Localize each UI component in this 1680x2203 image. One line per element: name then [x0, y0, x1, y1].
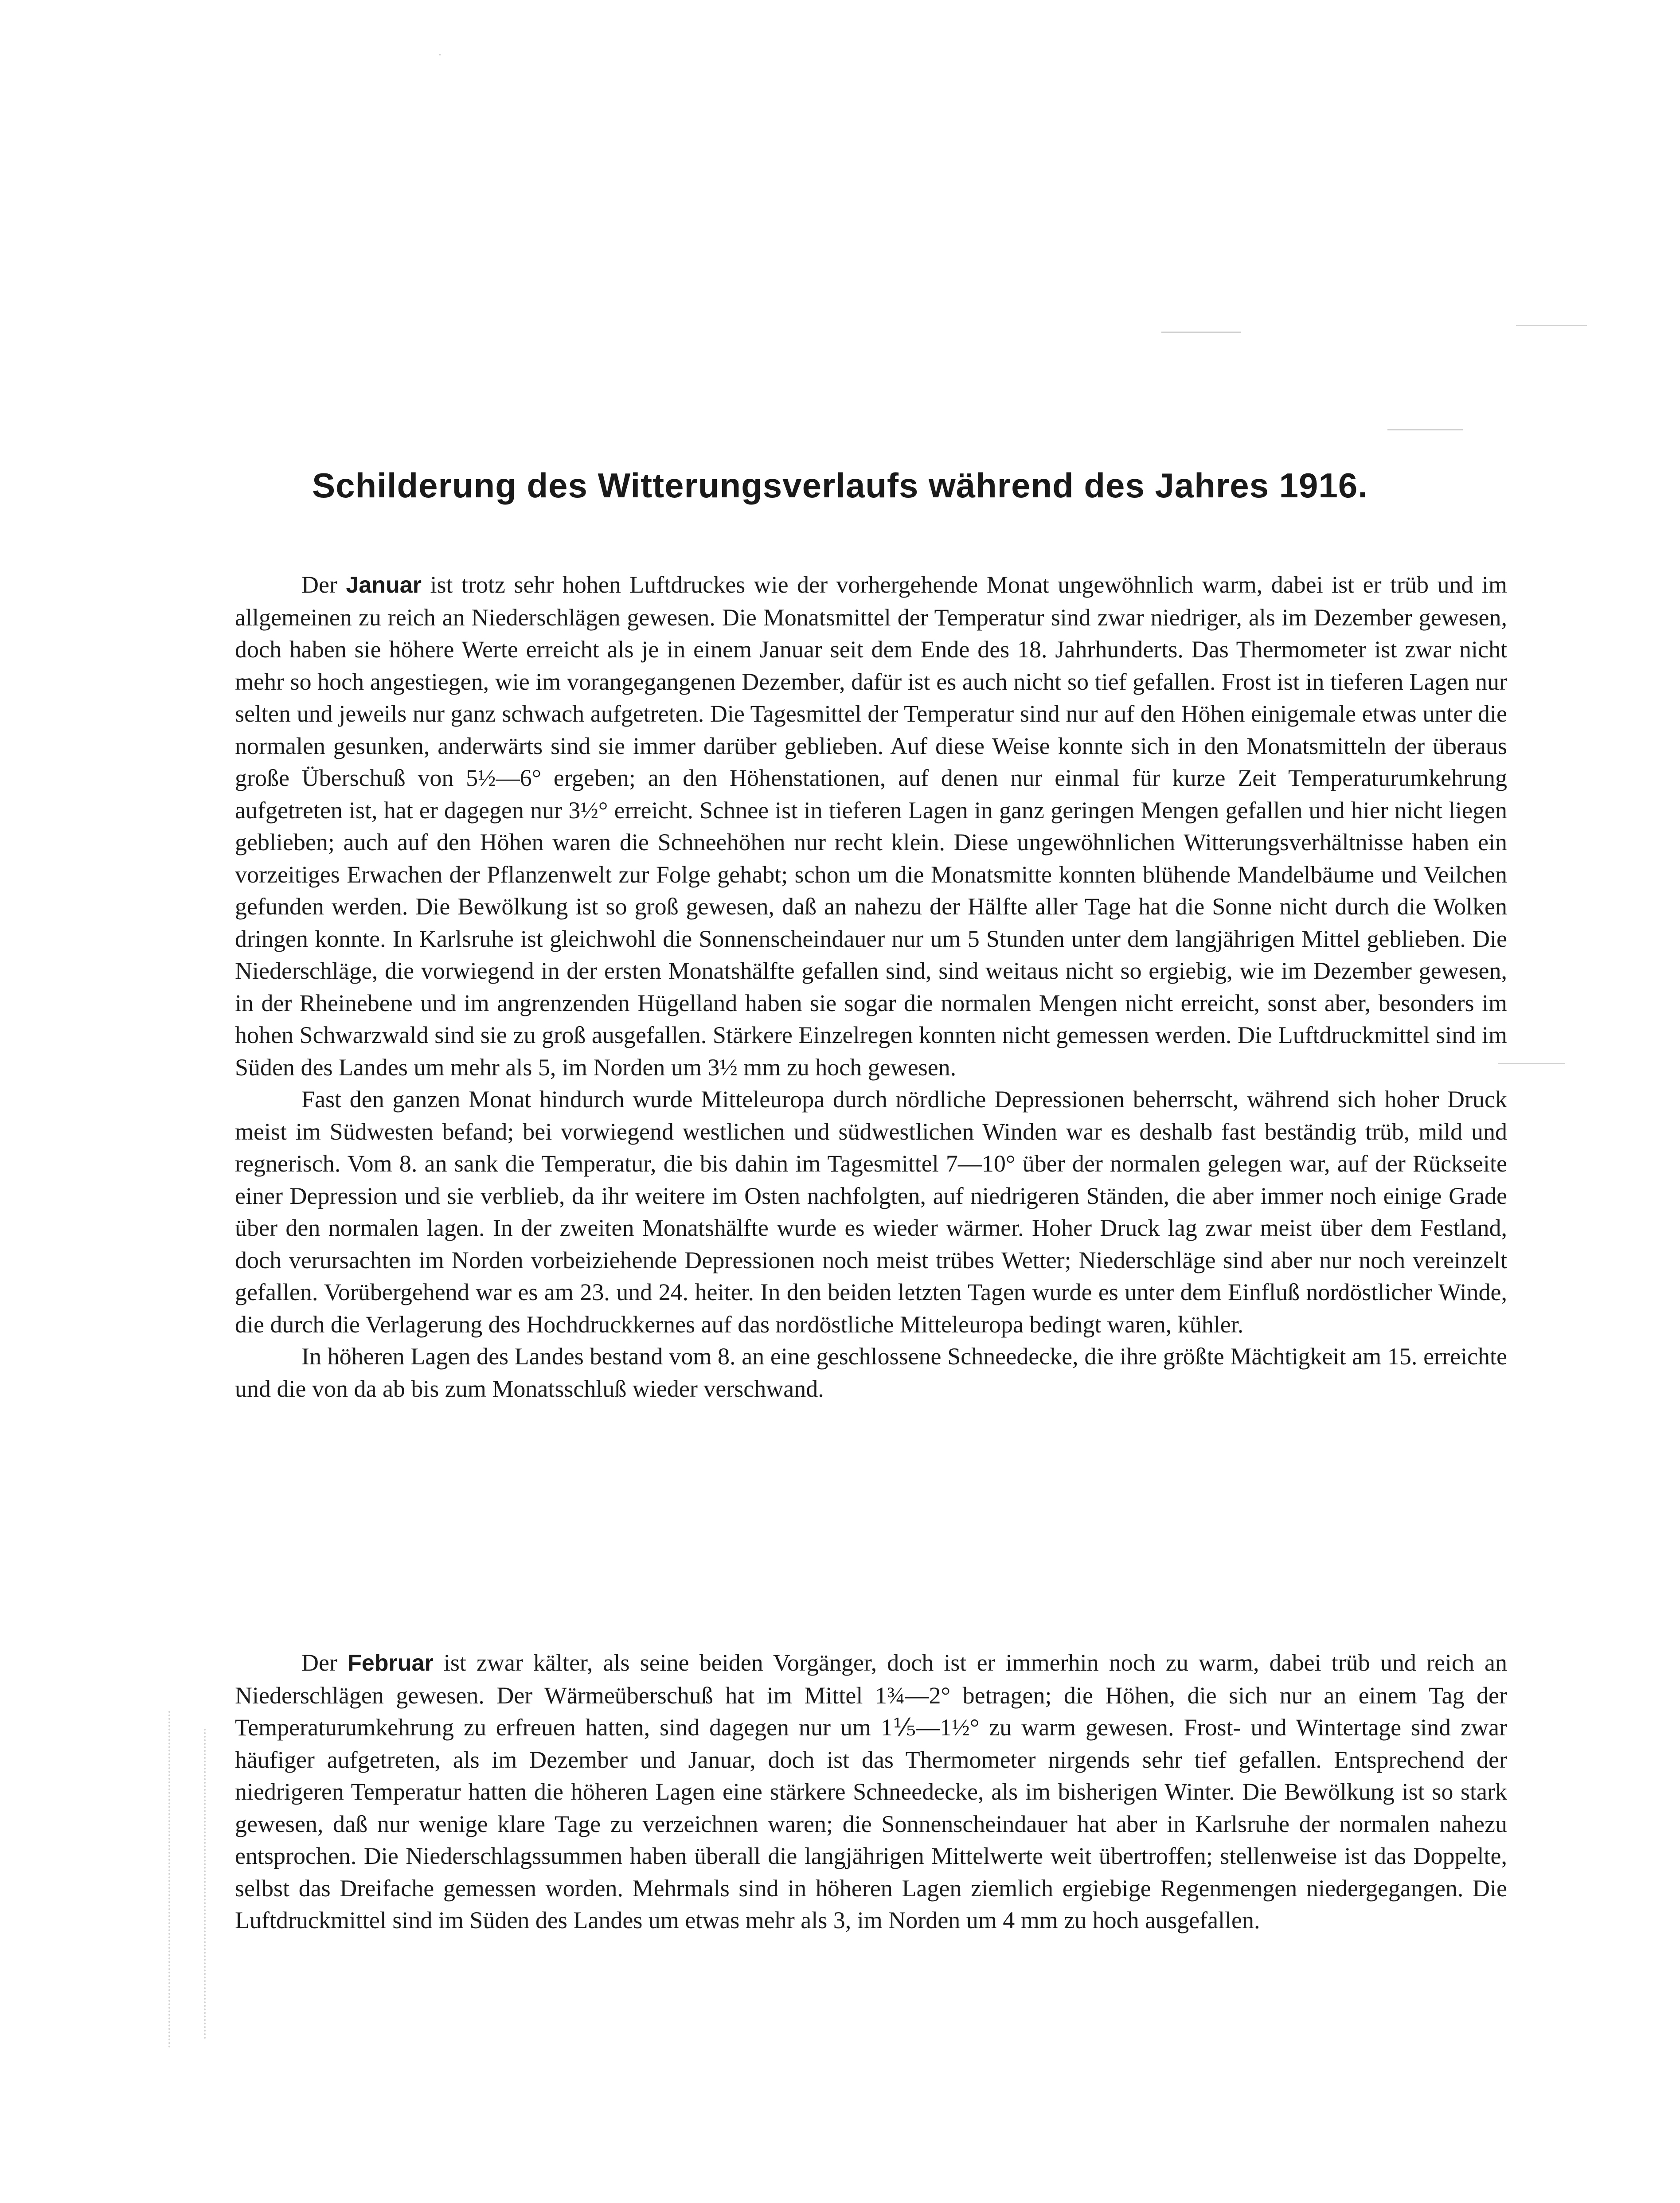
scan-speck: [439, 54, 441, 55]
januar-paragraph-2: Fast den ganzen Monat hindurch wurde Mitteleuropa durch nördliche Depressionen beherrscht, während sich hoher Druck meist im Südwesten befand; bei vorwiegend westlichen und südwestlichen Winden war es deshalb fast beständig trüb, mild und regnerisch. Vom 8. an sank die Temperatur, die bis dahin im Tagesmittel 7—10° über der normalen gelegen war, auf der Rückseite einer Depression und sie verblieb, da ihr weitere im Osten nachfolgten, auf niedrigeren Ständen, die aber immer noch einige Grade über den normalen lagen. In der zweiten Monatshälfte wurde es wieder wärmer. Hoher Druck lag zwar meist über dem Festland, doch verursachten im Norden vorbeiziehende Depressionen noch meist trübes Wetter; Niederschläge sind aber nur noch vereinzelt gefallen. Vorübergehend war es am 23. und 24. heiter. In den beiden letzten Tagen wurde es unter dem Einfluß nordöstlicher Winde, die durch die Verlagerung des Hochdruckkernes auf das nordöstliche Mitteleuropa bedingt waren, kühler.: [235, 1086, 1507, 1338]
month-heading-februar: Februar: [348, 1650, 434, 1676]
januar-paragraph-1: [235, 569, 1507, 1083]
section-januar: [235, 569, 1507, 1405]
januar-intro: Der: [301, 571, 346, 598]
januar-paragraph-1-text: ist trotz sehr hohen Luftdruckes wie der vorhergehende Monat ungewöhnlich warm, dabei ist er trüb und im allgemeinen zu reich an Niederschlägen gewesen. Die Monatsmittel der Temperatur sind zwar niedriger, als im Dezember gewesen, doch haben sie höhere Werte erreicht als je in einem Januar seit dem Ende des 18. Jahrhunderts. Das Thermometer ist zwar nicht mehr so hoch angestiegen, wie im vorangegangenen Dezember, dafür ist es auch nicht so tief gefallen. Frost ist in tieferen Lagen nur selten und jeweils nur ganz schwach aufgetreten. Die Tagesmittel der Temperatur sind nur auf den Höhen einigemale etwas unter die normalen gesunken, anderwärts sind sie immer darüber geblieben. Auf diese Weise konnte sich in den Monatsmitteln der überaus große Überschuß von 5½—6° ergeben; an den Höhenstationen, auf denen nur einmal für kurze Zeit Temperaturumkehrung aufgetreten ist, hat er dagegen nur 3½° erreicht. Schnee ist in tieferen Lagen in ganz geringen Mengen gefallen und hier nicht liegen geblieben; auch auf den Höhen waren die Schneehöhen nur recht klein. Diese ungewöhnlichen Witterungsverhältnisse haben ein vorzeitiges Erwachen der Pflanzenwelt zur Folge gehabt; schon um die Monatsmitte konnten blühende Mandelbäume und Veilchen gefunden werden. Die Bewölkung ist so groß gewesen, daß an nahezu der Hälfte aller Tage hat die Sonne nicht durch die Wolken dringen konnte. In Karlsruhe ist gleichwohl die Sonnenscheindauer nur um 5 Stunden unter dem langjährigen Mittel geblieben. Die Niederschläge, die vorwiegend in der ersten Monatshälfte gefallen sind, sind weitaus nicht so ergiebig, wie im Dezember gewesen, in der Rheinebene und im angrenzenden Hügelland haben sie sogar die normalen Mengen nicht erreicht, sonst aber, besonders im hohen Schwarzwald sind sie zu groß ausgefallen. Stärkere Einzelregen konnten nicht gemessen werden. Die Luftdruckmittel sind im Süden des Landes um mehr als 5, im Norden um 3½ mm zu hoch gewesen.: [235, 571, 1507, 1081]
scan-speck: [1161, 332, 1241, 333]
februar-paragraph-1: [235, 1647, 1507, 1937]
month-heading-januar: Januar: [346, 572, 422, 598]
februar-paragraph-1-text: ist zwar kälter, als seine beiden Vorgänger, doch ist er immerhin noch zu warm, dabei trüb und reich an Niederschlägen gewesen. Der Wärmeüberschuß hat im Mittel 1¾—2° betragen; die Höhen, die sich nur an einem Tag der Temperaturumkehrung zu erfreuen hatten, sind dagegen nur um 1⅕—1½° zu warm gewesen. Frost- und Wintertage sind zwar häufiger aufgetreten, als im Dezember und Januar, doch ist das Thermometer nirgends sehr tief gefallen. Entsprechend der niedrigeren Temperatur hatten die höheren Lagen eine stärkere Schneedecke, als im bisherigen Winter. Die Bewölkung ist so stark gewesen, daß nur wenige klare Tage zu verzeichnen waren; die Sonnenscheindauer hat aber in Karlsruhe der normalen nahezu entsprochen. Die Niederschlagssummen haben überall die langjährigen Mittelwerte weit übertroffen; stellenweise ist das Doppelte, selbst das Dreifache gemessen worden. Mehrmals sind in höheren Lagen ziemlich ergiebige Regenmengen niedergegangen. Die Luftdruckmittel sind im Süden des Landes um etwas mehr als 3, im Norden um 4 mm zu hoch ausgefallen.: [235, 1649, 1508, 1933]
scan-speck: [1498, 1063, 1565, 1064]
februar-intro: Der: [301, 1649, 348, 1676]
scan-dots-left: [168, 1711, 173, 2048]
januar-paragraph-3: In höheren Lagen des Landes bestand vom 8. an eine geschlossene Schneedecke, die ihre größte Mächtigkeit am 15. erreichte und die von da ab bis zum Monatsschluß wieder verschwand.: [235, 1343, 1507, 1402]
scan-speck: [1516, 325, 1587, 326]
scan-speck: [1387, 429, 1463, 430]
section-februar: [235, 1647, 1507, 1937]
scan-dots-left: [204, 1729, 208, 2039]
page-title: Schilderung des Witterungsverlaufs während des Jahres 1916.: [312, 466, 1368, 505]
